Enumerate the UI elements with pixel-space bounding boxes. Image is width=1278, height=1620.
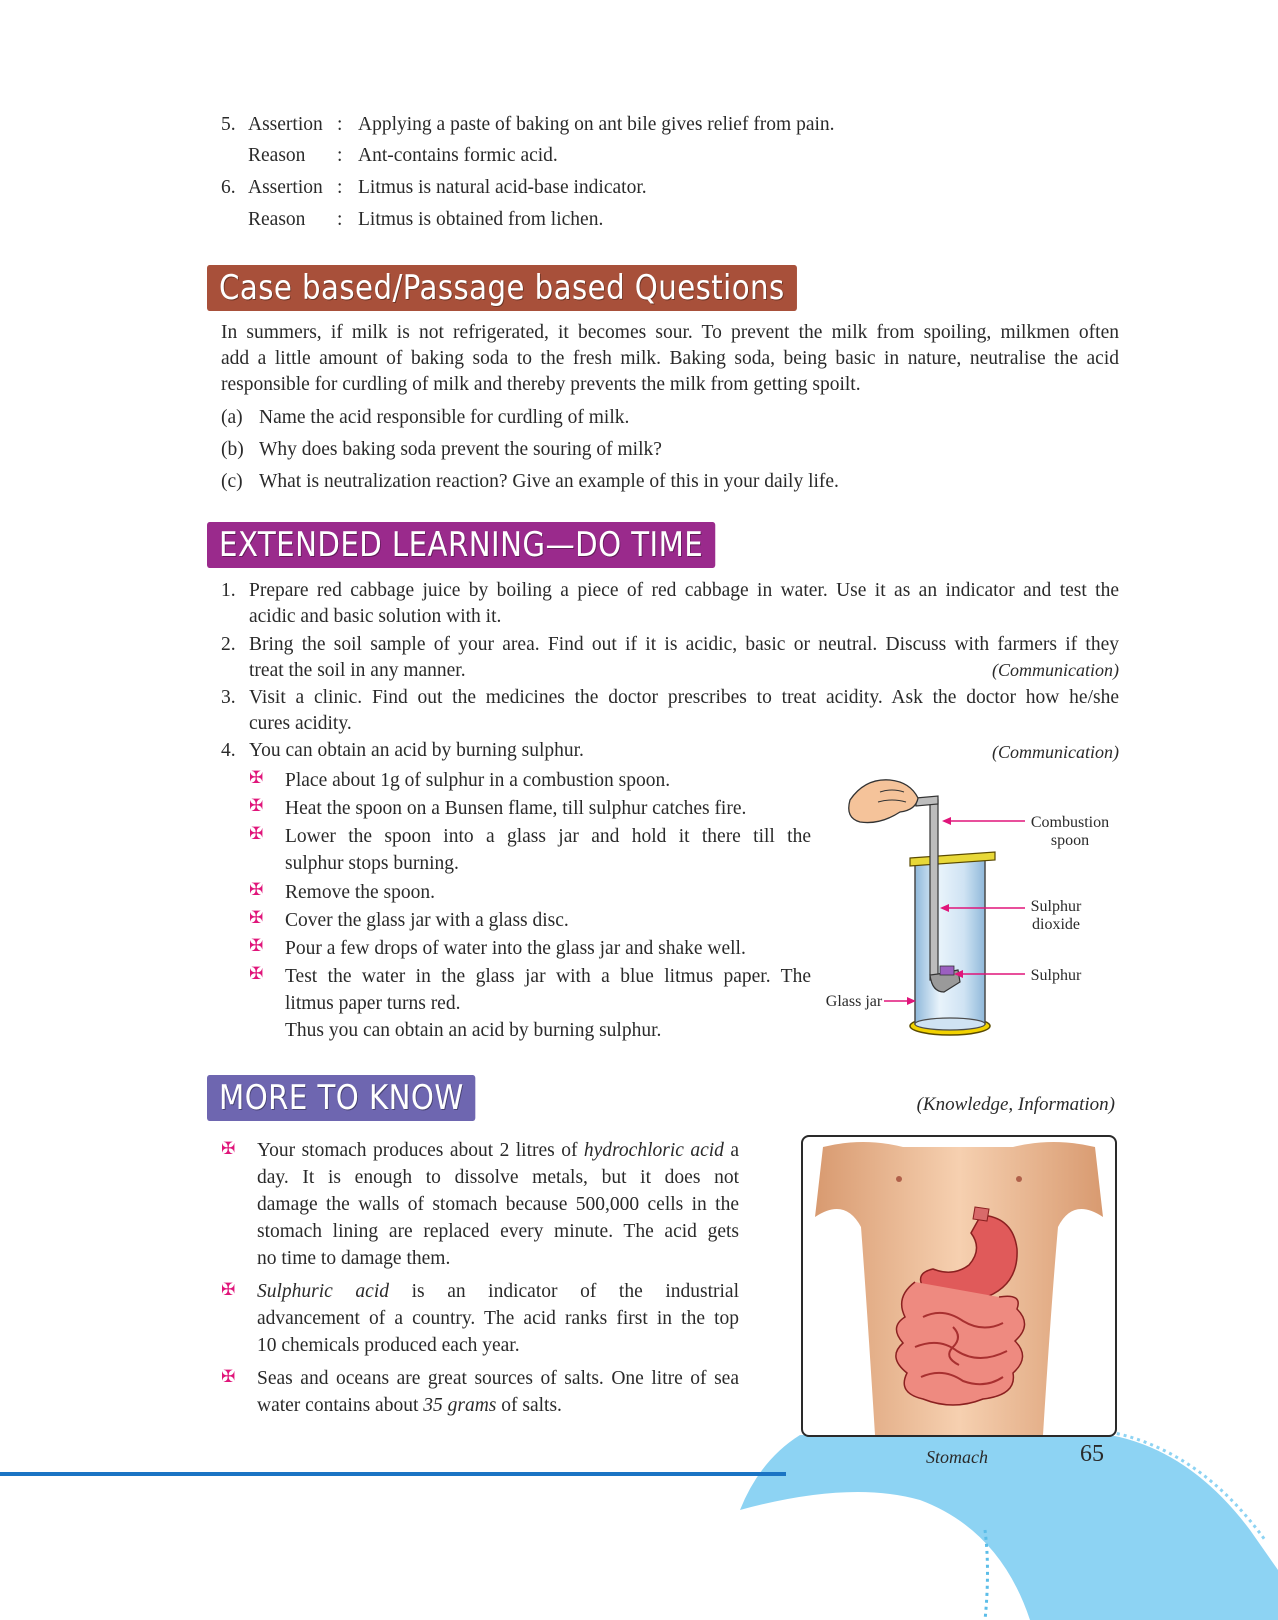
figure-label: Combustion spoon <box>1030 814 1110 849</box>
step-text: Remove the spoon. <box>285 882 436 903</box>
reason-text: Litmus is obtained from lichen. <box>358 209 604 230</box>
fact-line: day. It is enough to dissolve metals, but it does not <box>257 1167 739 1188</box>
case-heading: Case based/Passage based Questions <box>207 265 797 311</box>
bullet-icon: ✠ <box>221 1139 236 1159</box>
bullet-icon: ✠ <box>221 1280 236 1300</box>
fact-line: Sulphuric acid is an indicator of the industrial <box>257 1281 739 1302</box>
step-text: litmus paper turns red. <box>285 993 461 1014</box>
more-heading: MORE TO KNOW <box>207 1075 476 1121</box>
fact-line: advancement of a country. The acid ranks first in the top <box>257 1308 739 1329</box>
assertion-label: Assertion <box>248 114 323 135</box>
fact-line: stomach lining are replaced every minute. The acid gets <box>257 1221 739 1242</box>
item-number: 6. <box>221 177 236 198</box>
sulphur-jar-figure <box>820 770 1140 1040</box>
reason-label: Reason <box>248 209 306 230</box>
assertion-text: Applying a paste of baking on ant bile gives relief from pain. <box>358 114 835 135</box>
item-number: 5. <box>221 114 236 135</box>
bullet-icon: ✠ <box>249 880 264 900</box>
item-text: You can obtain an acid by burning sulphur. <box>249 740 584 761</box>
assertion-label: Assertion <box>248 177 323 198</box>
bullet-icon: ✠ <box>249 908 264 928</box>
step-text: Pour a few drops of water into the glass jar and shake well. <box>285 938 746 959</box>
item-text: acidic and basic solution with it. <box>249 606 502 627</box>
question-tag: (a) <box>221 407 243 428</box>
question-text: Why does baking soda prevent the souring of milk? <box>259 439 662 460</box>
skill-tag: (Knowledge, Information) <box>916 1094 1115 1115</box>
page-number: 65 <box>1080 1441 1104 1467</box>
bullet-icon: ✠ <box>221 1367 236 1387</box>
question-tag: (b) <box>221 439 244 460</box>
fact-line: damage the walls of stomach because 500,000 cells in the <box>257 1194 739 1215</box>
step-text: Place about 1g of sulphur in a combustion spoon. <box>285 770 671 791</box>
reason-label: Reason <box>248 145 306 166</box>
skill-tag: (Communication) <box>992 660 1119 680</box>
figure-label: Sulphur dioxide <box>1030 898 1082 933</box>
question-text: Name the acid responsible for curdling of milk. <box>259 407 630 428</box>
item-text: treat the soil in any manner. <box>249 660 466 681</box>
step-text: sulphur stops burning. <box>285 853 459 874</box>
fact-line: 10 chemicals produced each year. <box>257 1335 520 1356</box>
item-number: 1. <box>221 580 236 601</box>
figure-label: Sulphur <box>1030 967 1082 984</box>
step-text: Thus you can obtain an acid by burning sulphur. <box>285 1020 662 1041</box>
item-number: 3. <box>221 687 236 708</box>
assertion-text: Litmus is natural acid-base indicator. <box>358 177 647 198</box>
reason-text: Ant-contains formic acid. <box>358 145 558 166</box>
fact-line: no time to damage them. <box>257 1248 451 1269</box>
question-tag: (c) <box>221 471 243 492</box>
bullet-icon: ✠ <box>249 768 264 788</box>
bullet-icon: ✠ <box>249 824 264 844</box>
bullet-icon: ✠ <box>249 964 264 984</box>
item-number: 2. <box>221 634 236 655</box>
item-text: Bring the soil sample of your area. Find out if it is acidic, basic or neutral. Discuss with farmers if they <box>249 634 1119 655</box>
item-text: cures acidity. <box>249 713 352 734</box>
fact-line: Your stomach produces about 2 litres of hydrochloric acid a <box>257 1140 740 1161</box>
item-text: Visit a clinic. Find out the medicines the doctor prescribes to treat acidity. Ask the doctor how he/she <box>249 687 1119 708</box>
question-text: What is neutralization reaction? Give an example of this in your daily life. <box>259 471 839 492</box>
item-number: 4. <box>221 740 236 761</box>
step-text: Heat the spoon on a Bunsen flame, till sulphur catches fire. <box>285 798 747 819</box>
stomach-figure <box>801 1135 1117 1437</box>
item-text: Prepare red cabbage juice by boiling a piece of red cabbage in water. Use it as an indicator and test the <box>249 580 1119 601</box>
bullet-icon: ✠ <box>249 796 264 816</box>
fact-line: water contains about 35 grams of salts. <box>257 1395 562 1416</box>
stomach-illustration <box>803 1137 1115 1435</box>
fact-line: Seas and oceans are great sources of salts. One litre of sea <box>257 1368 739 1389</box>
step-text: Lower the spoon into a glass jar and hold it there till the <box>285 826 811 847</box>
bullet-icon: ✠ <box>249 936 264 956</box>
step-text: Cover the glass jar with a glass disc. <box>285 910 569 931</box>
extended-heading: EXTENDED LEARNING—DO TIME <box>207 522 715 568</box>
skill-tag: (Communication) <box>992 742 1119 762</box>
step-text: Test the water in the glass jar with a blue litmus paper. The <box>285 966 811 987</box>
figure-label: Glass jar <box>825 993 883 1010</box>
figure-caption: Stomach <box>926 1447 988 1467</box>
